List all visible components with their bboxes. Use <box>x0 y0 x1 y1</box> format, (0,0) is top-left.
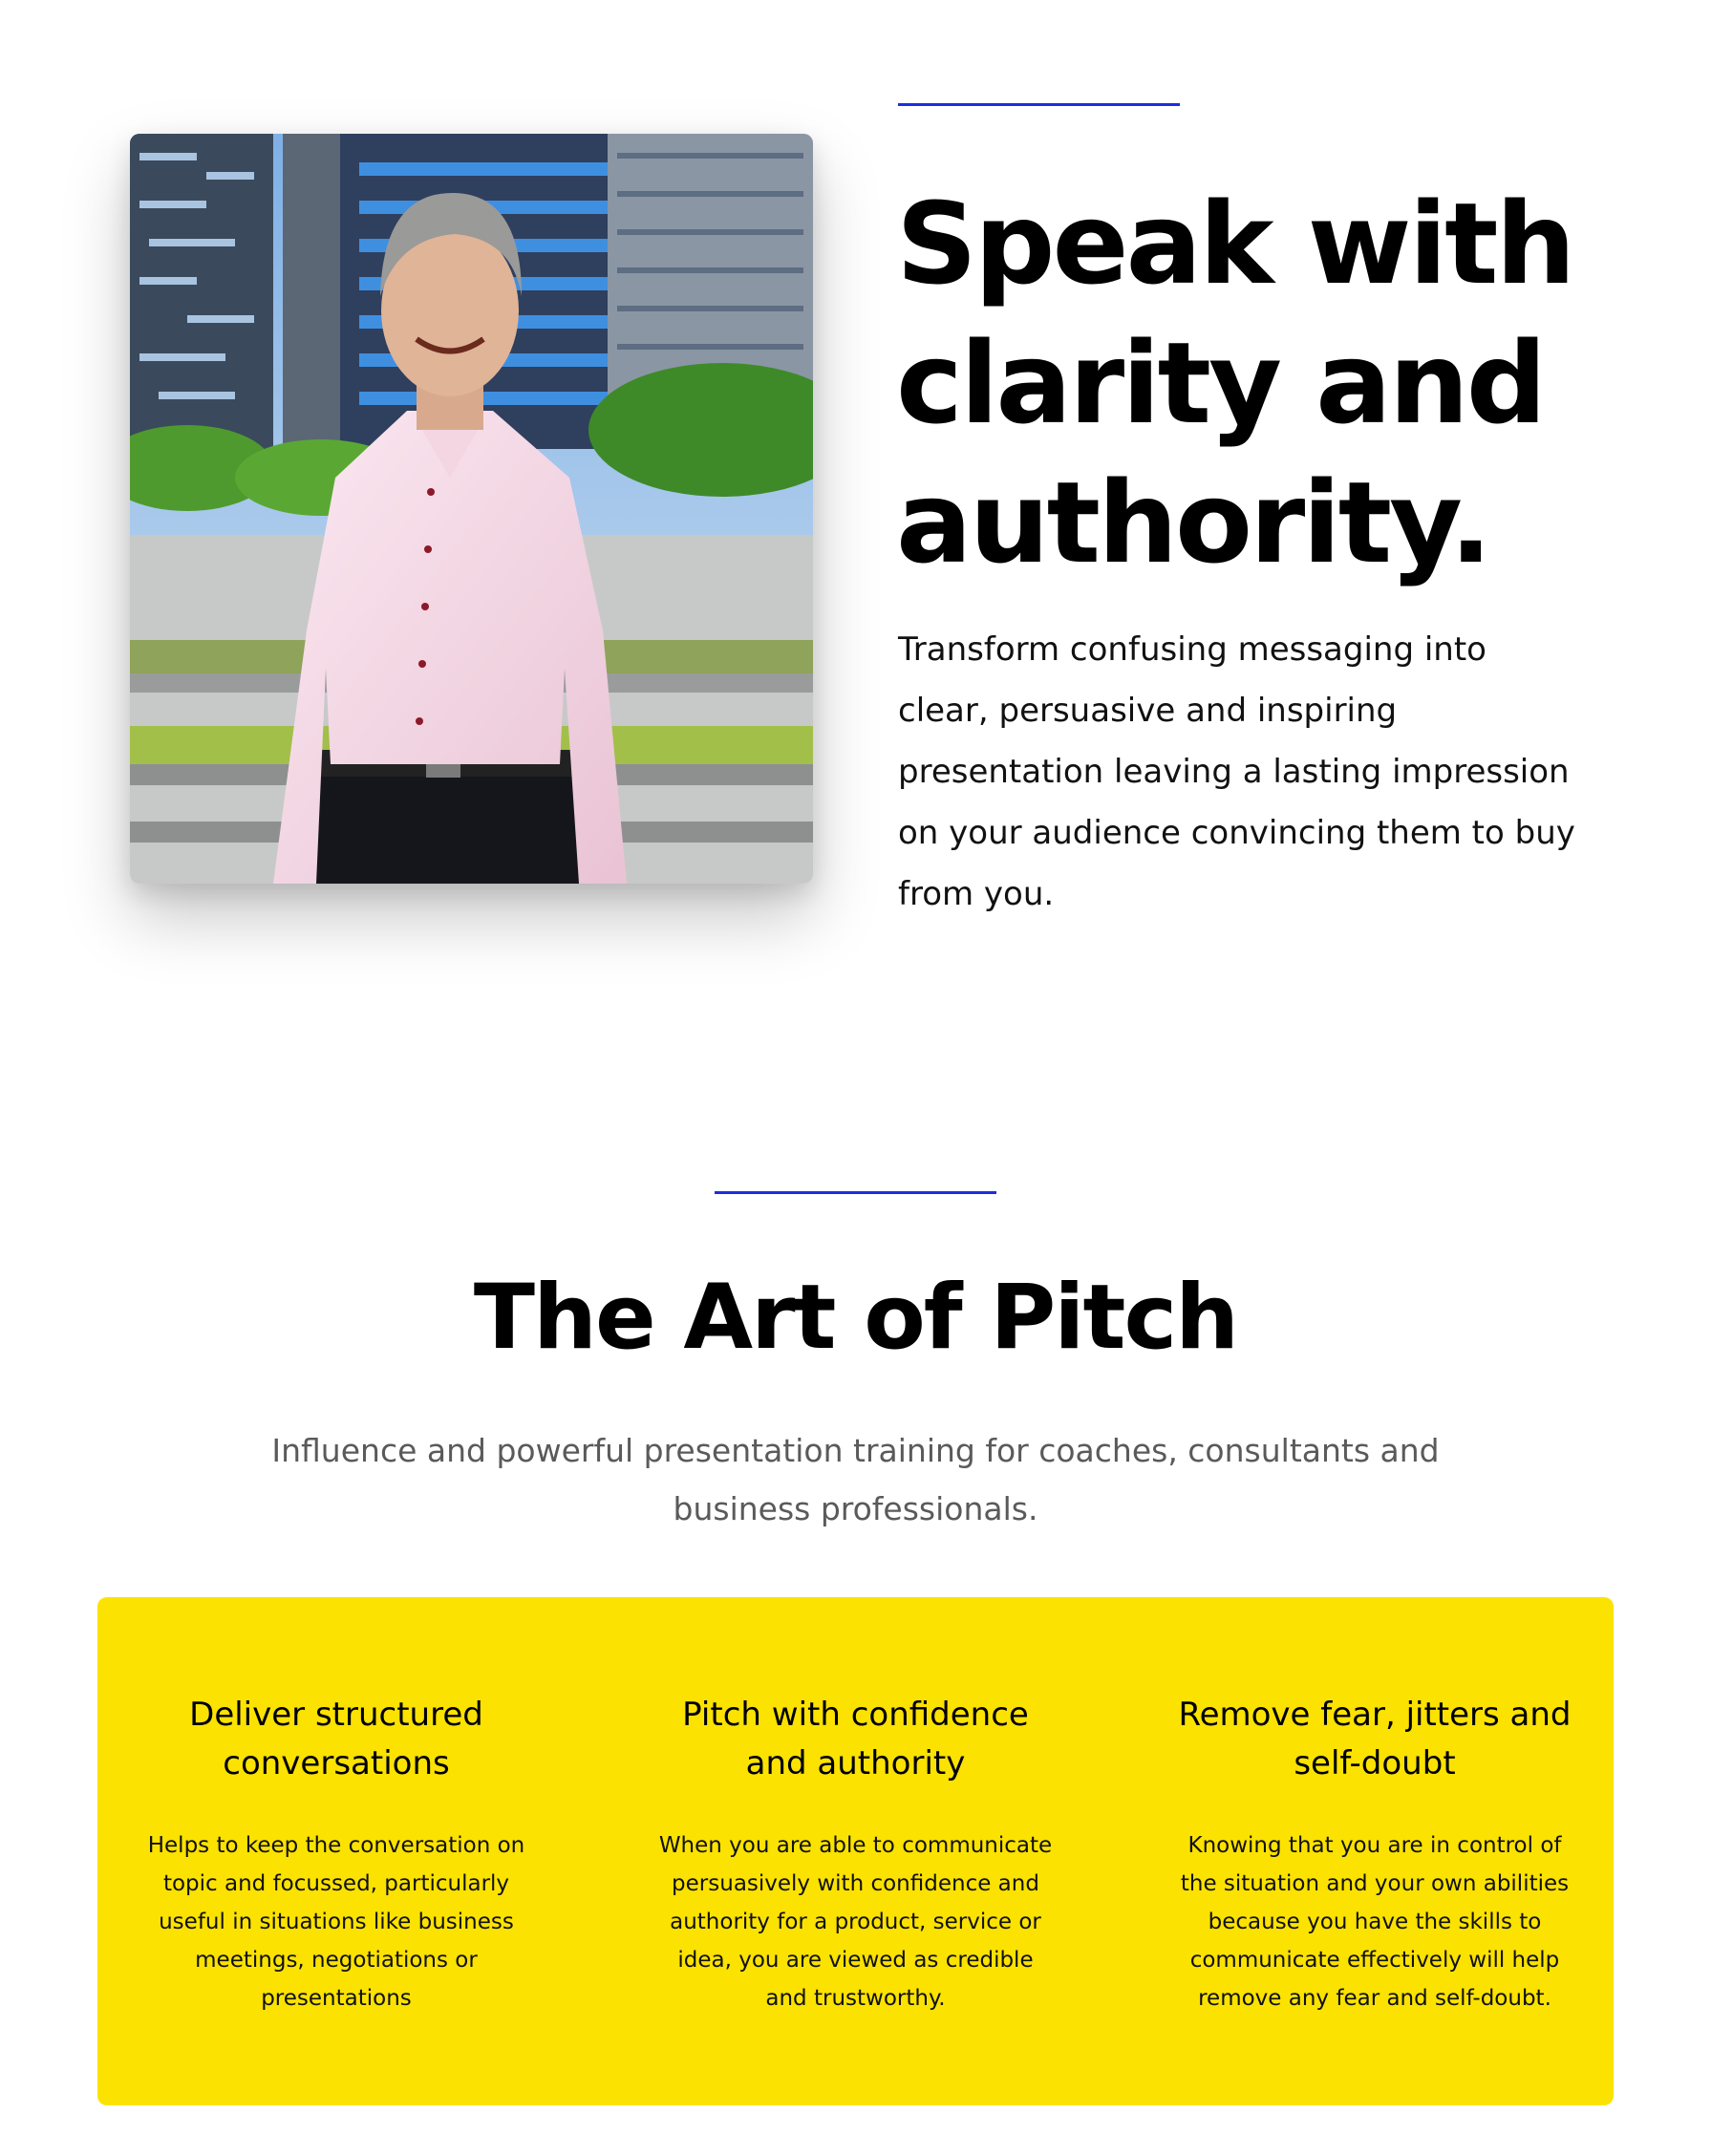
hero-title: Speak with clarity and authority. <box>896 178 1573 588</box>
section-accent-rule <box>715 1191 996 1194</box>
section-subtitle: Influence and powerful presentation training for coaches, consultants and business professionals. <box>271 1432 1440 1527</box>
feature-card <box>136 1597 537 2105</box>
presenter-photo-illustration <box>130 134 813 884</box>
hero-accent-rule <box>898 103 1180 106</box>
feature-title: Deliver structured conversations <box>189 1696 483 1782</box>
feature-description: Knowing that you are in control of the situation and your own abilities because you have the skills to communicate effectively will help remove any fear and self-doubt. <box>1180 1833 1570 2011</box>
hero-description: Transform confusing messaging into clear, persuasive and inspiring presentation leaving a lasting impression on your audience convincing them to buy from you. <box>898 630 1575 913</box>
feature-description: Helps to keep the conversation on topic and focussed, particularly useful in situations like business meetings, negotiations or presentations <box>147 1833 525 2011</box>
presenter-photo <box>130 134 813 884</box>
feature-description: When you are able to communicate persuasively with confidence and authority for a product, service or idea, you are viewed as credible and trustworthy. <box>658 1833 1053 2011</box>
feature-card <box>655 1597 1057 2105</box>
features-panel <box>97 1597 1614 2105</box>
section-title: The Art of Pitch <box>473 1266 1238 1370</box>
feature-card <box>1174 1597 1575 2105</box>
feature-title: Remove fear, jitters and self-doubt <box>1178 1696 1572 1782</box>
feature-title: Pitch with confidence and authority <box>682 1696 1029 1782</box>
